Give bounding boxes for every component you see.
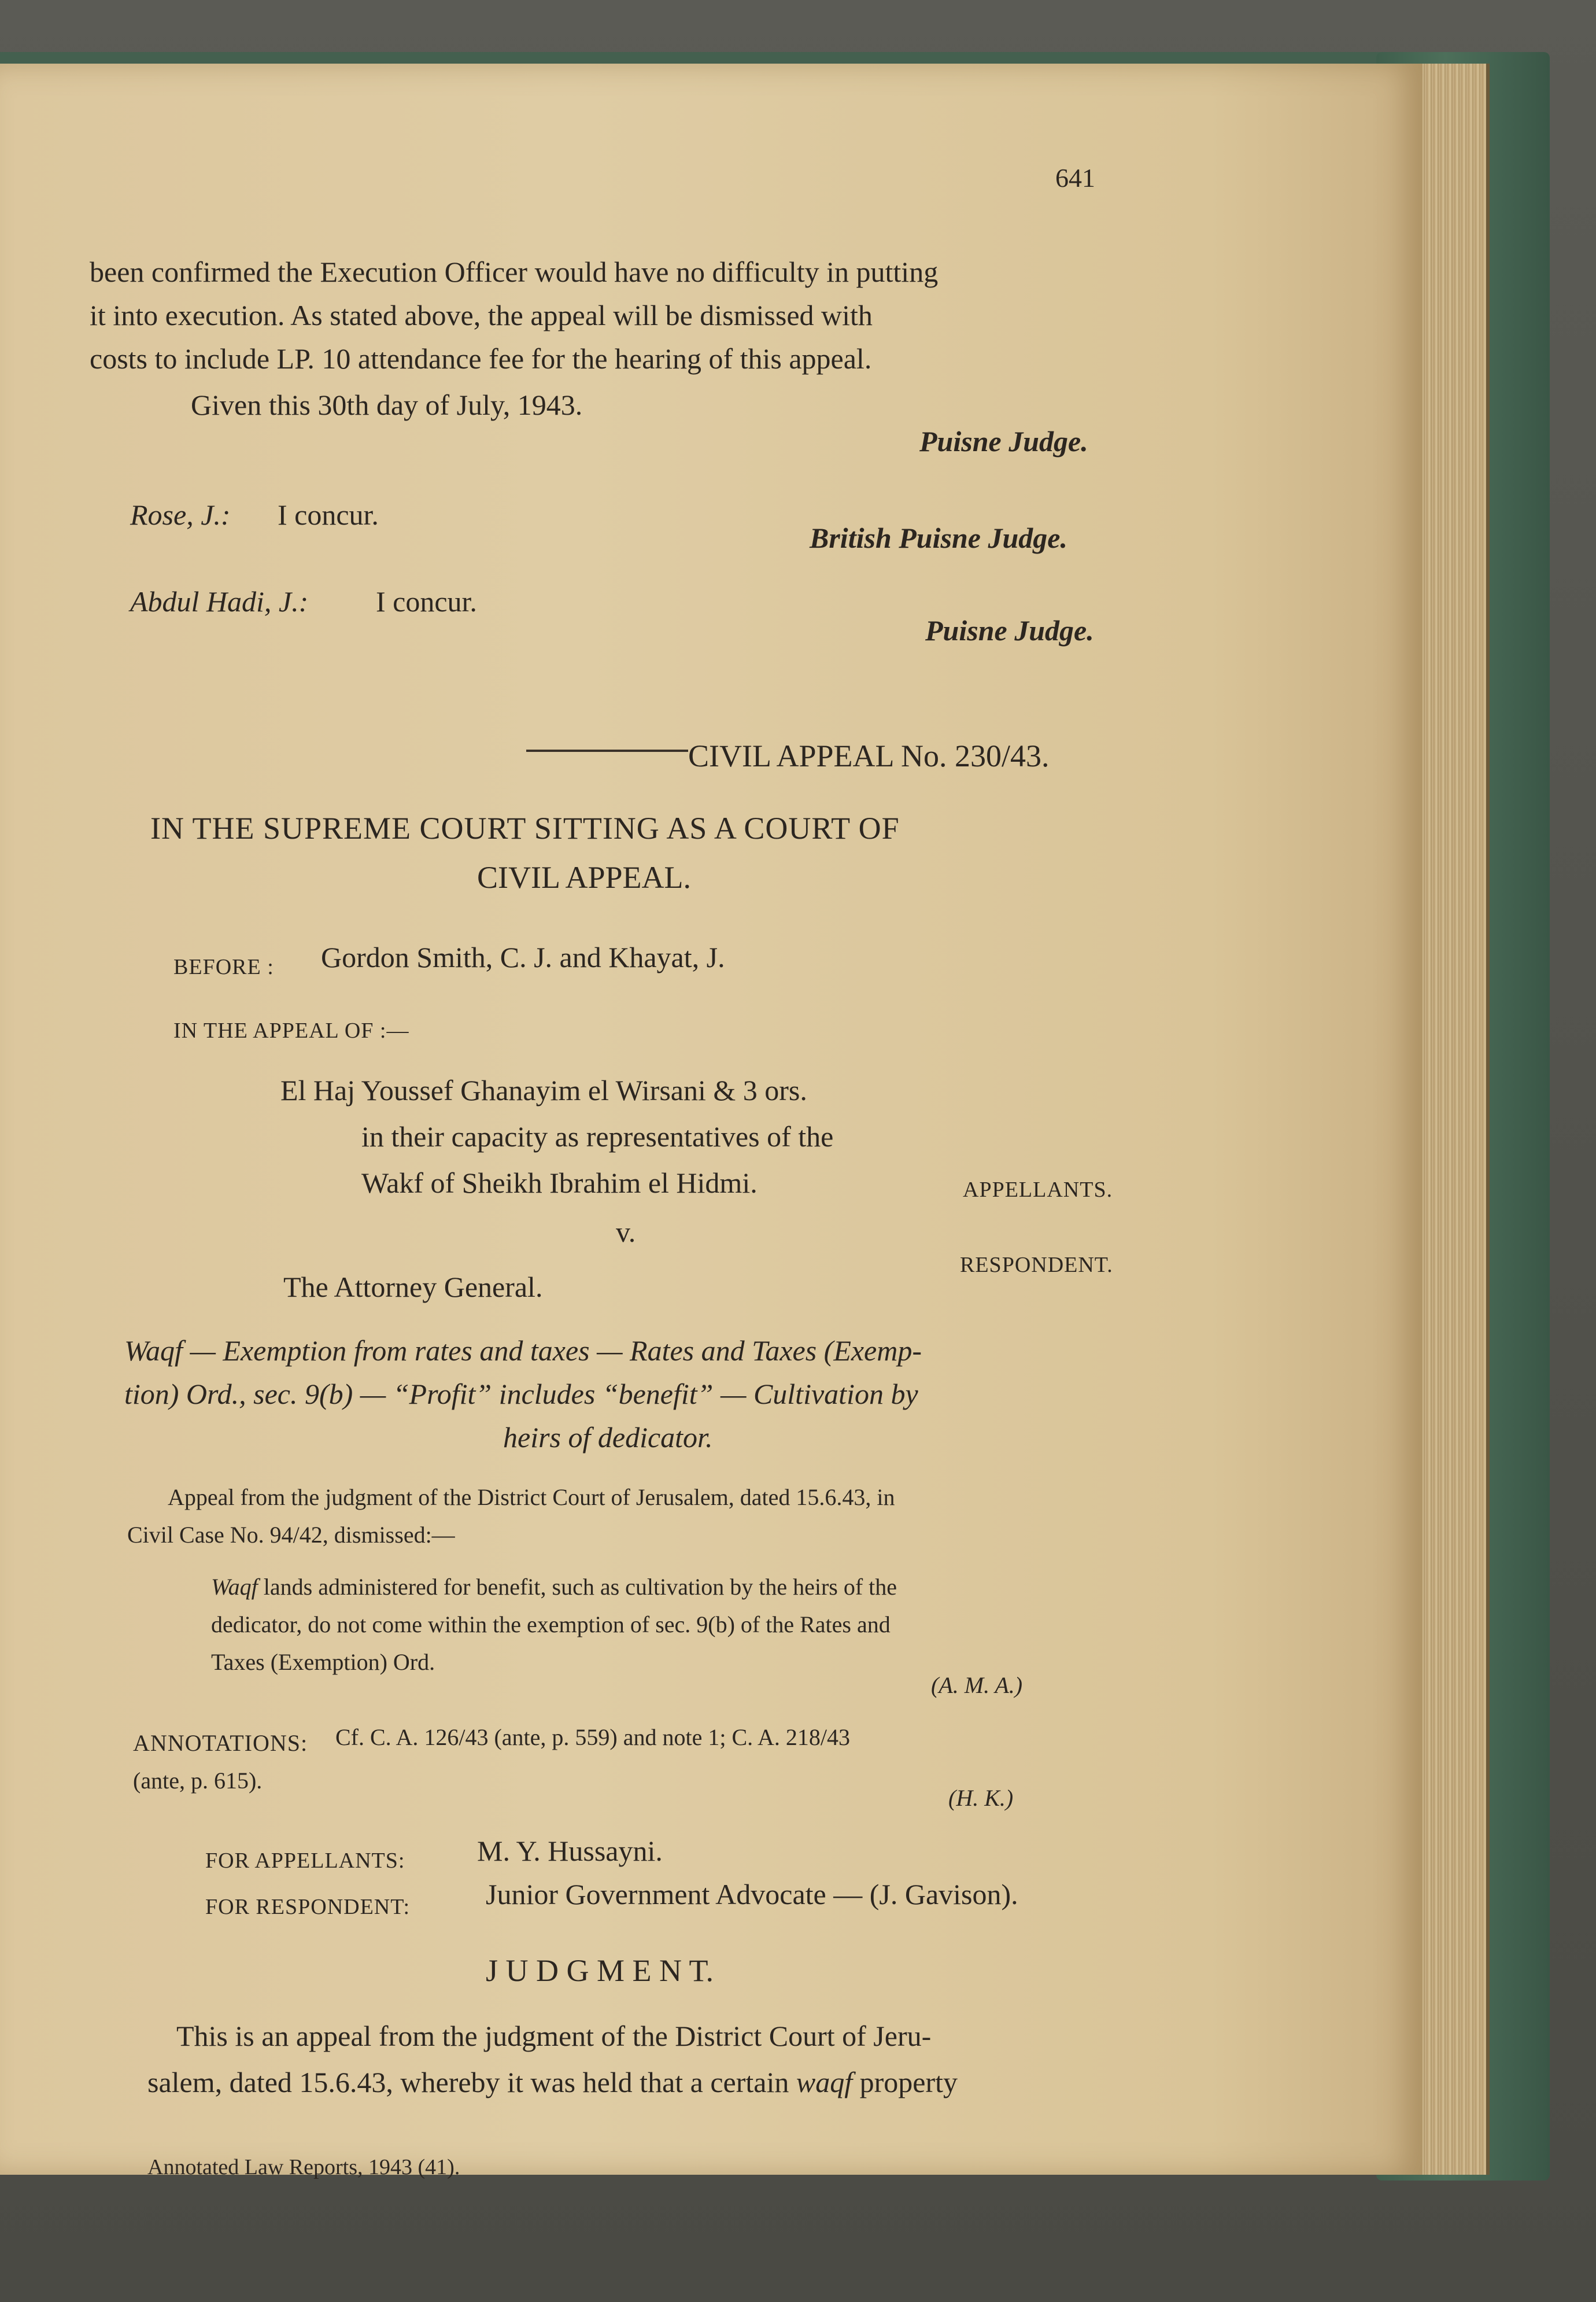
- date-given: Given this 30th day of July, 1943.: [191, 389, 583, 421]
- respondent-label: RESPONDENT.: [960, 1253, 1113, 1277]
- concurring-judge: Rose, J.:: [130, 499, 231, 531]
- page-edges: [1411, 64, 1490, 2175]
- holding-first-word: Waqf: [211, 1574, 258, 1600]
- concur-text: I concur.: [278, 499, 379, 531]
- catchword-line: tion) Ord., sec. 9(b) — “Profit” includes “benefit” — Cultivation by: [124, 1378, 918, 1410]
- catchword-line: Waqf — Exemption from rates and taxes — Rates and Taxes (Exemp-: [124, 1334, 922, 1367]
- annotations-text: (ante, p. 615).: [133, 1768, 263, 1794]
- text-line: been confirmed the Execution Officer would have no difficulty in putting: [90, 256, 939, 288]
- concur-text: I concur.: [376, 585, 477, 618]
- page-footer: Annotated Law Reports, 1943 (41).: [147, 2155, 460, 2179]
- judgment-italic-word: waqf: [796, 2066, 853, 2098]
- page-number: 641: [1055, 163, 1095, 193]
- court-heading-line2: CIVIL APPEAL.: [477, 860, 692, 895]
- reporter-initials: (H. K.): [948, 1785, 1014, 1811]
- appeal-from-line: Civil Case No. 94/42, dismissed:—: [127, 1522, 455, 1548]
- judgment-line: This is an appeal from the judgment of the District Court of Jeru-: [176, 2020, 932, 2052]
- annotations-label: ANNOTATIONS:: [133, 1730, 308, 1756]
- catchword-line: heirs of dedicator.: [503, 1421, 713, 1453]
- respondent-counsel-label: FOR RESPONDENT:: [205, 1895, 411, 1919]
- appeal-from-line: Appeal from the judgment of the District Court of Jerusalem, dated 15.6.43, in: [168, 1484, 895, 1510]
- judgment-text: property: [852, 2066, 958, 2098]
- signature-title: Puisne Judge.: [919, 425, 1088, 458]
- holding-line: Taxes (Exemption) Ord.: [211, 1649, 435, 1675]
- reporter-initials: (A. M. A.): [931, 1672, 1023, 1698]
- text-line: it into execution. As stated above, the appeal will be dismissed with: [90, 299, 873, 331]
- appellant-line: in their capacity as representatives of the: [361, 1120, 834, 1153]
- appellant-line: El Haj Youssef Ghanayim el Wirsani & 3 ors.: [280, 1074, 807, 1106]
- bench: Gordon Smith, C. J. and Khayat, J.: [321, 941, 725, 973]
- holding-text: lands administered for benefit, such as cultivation by the heirs of the: [257, 1574, 897, 1600]
- appellant-line: Wakf of Sheikh Ibrahim el Hidmi.: [361, 1167, 758, 1199]
- respondent: The Attorney General.: [283, 1271, 543, 1303]
- versus: v.: [616, 1216, 636, 1248]
- judgment-text: salem, dated 15.6.43, whereby it was held that a certain: [147, 2066, 796, 2098]
- concurring-judge: Abdul Hadi, J.:: [130, 585, 309, 618]
- judgment-line: [147, 2068, 958, 2097]
- appellants-label: APPELLANTS.: [963, 1178, 1113, 1202]
- text-line: costs to include LP. 10 attendance fee for the hearing of this appeal.: [90, 342, 872, 375]
- appeal-of-label: IN THE APPEAL OF :—: [173, 1019, 409, 1043]
- holding-line: dedicator, do not come within the exemption of sec. 9(b) of the Rates and: [211, 1611, 891, 1637]
- appellants-counsel-label: FOR APPELLANTS:: [205, 1849, 405, 1873]
- holding-line: [211, 1573, 897, 1600]
- case-number: CIVIL APPEAL No. 230/43.: [688, 739, 1050, 773]
- before-label: BEFORE :: [173, 955, 274, 979]
- section-divider: [526, 750, 688, 752]
- appellants-counsel: M. Y. Hussayni.: [477, 1835, 663, 1867]
- book-page: [0, 64, 1423, 2179]
- signature-title: Puisne Judge.: [925, 614, 1094, 647]
- court-heading-line1: IN THE SUPREME COURT SITTING AS A COURT OF: [150, 811, 900, 846]
- signature-title: British Puisne Judge.: [810, 522, 1067, 554]
- respondent-counsel: Junior Government Advocate — (J. Gavison).: [486, 1878, 1018, 1910]
- judgment-heading: J U D G M E N T.: [486, 1953, 714, 1988]
- annotations-text: Cf. C. A. 126/43 (ante, p. 559) and note 1; C. A. 218/43: [335, 1724, 850, 1750]
